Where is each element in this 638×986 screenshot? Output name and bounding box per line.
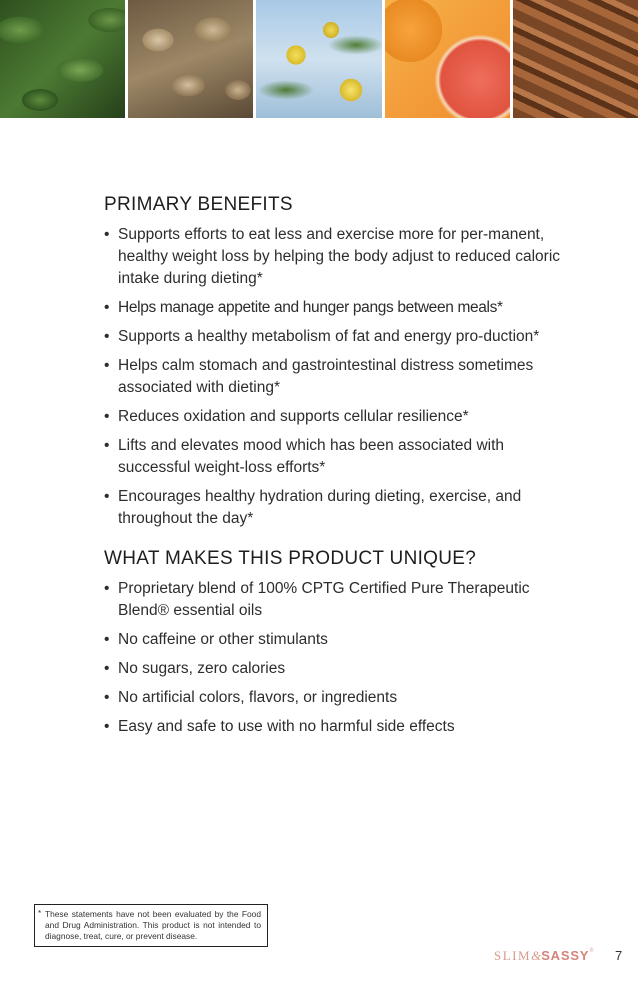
primary-benefits-heading: PRIMARY BENEFITS	[104, 194, 293, 215]
disclaimer-text: These statements have not been evaluated by the Food and Drug Administration. This product is not intended to diagnose, treat, cure, or prevent disease.	[45, 909, 261, 941]
list-item: • Reduces oxidation and supports cellular resilience*	[104, 406, 564, 428]
list-item: • Supports a healthy metabolism of fat and energy pro-duction*	[104, 326, 564, 348]
benefits-content	[104, 194, 564, 745]
list-item: • Easy and safe to use with no harmful side effects	[104, 716, 564, 738]
ingredient-photo-strip	[0, 0, 638, 118]
ginger-photo	[128, 0, 253, 118]
disclaimer-asterisk: *	[38, 909, 42, 918]
list-item: • Supports efforts to eat less and exercise more for per-manent, healthy weight loss by helping the body adjust to reduced caloric intake during dieting*	[104, 224, 564, 290]
brand-trademark: ®	[589, 948, 594, 954]
list-item: • Lifts and elevates mood which has been associated with successful weight-loss efforts*	[104, 435, 564, 479]
cinnamon-photo	[513, 0, 638, 118]
brand-slim: SLIM	[494, 948, 532, 963]
page-number: 7	[615, 948, 623, 963]
list-item: • No artificial colors, flavors, or ingredients	[104, 687, 564, 709]
brand-sassy: SASSY	[541, 948, 590, 963]
fda-disclaimer	[34, 904, 268, 947]
unique-heading: WHAT MAKES THIS PRODUCT UNIQUE?	[104, 548, 477, 569]
lemon-photo	[256, 0, 381, 118]
mint-photo	[0, 0, 125, 118]
unique-list	[104, 578, 564, 738]
primary-benefits-list	[104, 224, 564, 530]
list-item: • No caffeine or other stimulants	[104, 629, 564, 651]
list-item: • No sugars, zero calories	[104, 658, 564, 680]
grapefruit-photo	[385, 0, 510, 118]
list-item: • Proprietary blend of 100% CPTG Certified Pure Therapeutic Blend® essential oils	[104, 578, 564, 622]
list-item: • Helps calm stomach and gastrointestinal distress sometimes associated with dieting*	[104, 355, 564, 399]
brand-ampersand: &	[531, 948, 542, 963]
brand-logo	[494, 948, 594, 964]
list-item: • Encourages healthy hydration during dieting, exercise, and throughout the day*	[104, 486, 564, 530]
list-item: • Helps manage appetite and hunger pangs between meals*	[104, 297, 564, 319]
